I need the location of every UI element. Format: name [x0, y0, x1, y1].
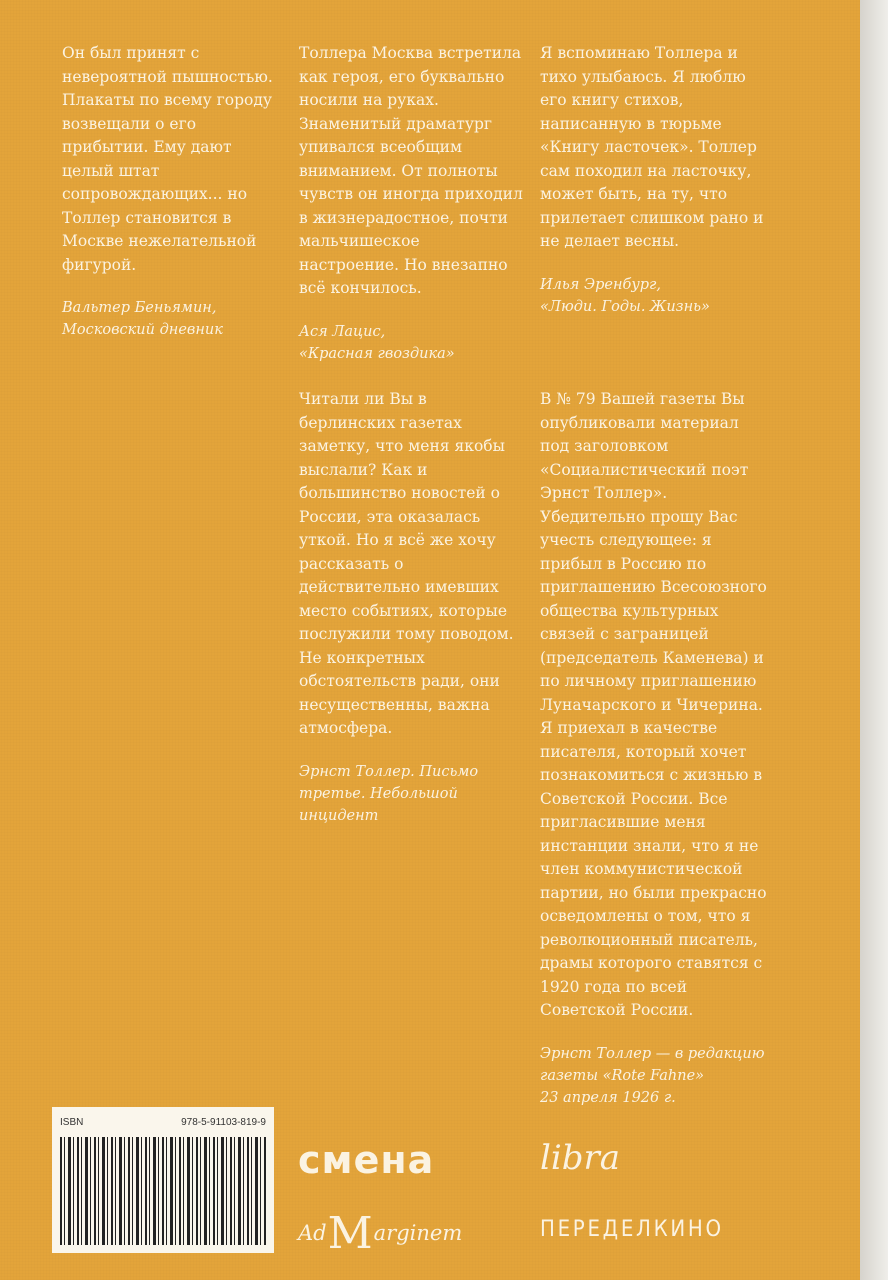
quote-text: В № 79 Вашей газеты Вы опубликовали материал под заголовком «Социалистический поэт Эрнст Толлер». Убедительно прошу Вас учесть следующее: я прибыл в Россию по приглашению Всесоюзного общества культурных связей с заграницей (председатель Каменева) и по личному приглашению Луначарского и Чичерина. Я приехал в качестве писателя, который хочет познакомиться с жизнью в Советской России. Все пригласившие меня инстанции знали, что я не член коммунистической партии, но были прекрасно осведомлены о том, что я революционный писатель, драмы которого ставятся с 1920 года по всей Советской России.: [540, 390, 767, 1019]
quote-toller-letter: [299, 388, 527, 827]
quote-text: Толлера Москва встретила как героя, его буквально носили на руках. Знаменитый драматург упивался всеобщим вниманием. От полноты чувств он иногда приходил в жизнерадостное, почти мальчишеское настроение. Но внезапно всё кончилось.: [299, 44, 523, 297]
quote-toller-rote-fahne: [540, 388, 770, 1109]
quote-attribution: Илья Эренбург, «Люди. Годы. Жизнь»: [540, 276, 710, 315]
quote-ehrenburg: [540, 42, 770, 318]
quote-lacis: [299, 42, 524, 365]
barcode: [60, 1137, 266, 1245]
ad-marginem-logo-m: M: [327, 1208, 373, 1259]
quote-text: Он был принят с невероятной пышностью. Плакаты по всему городу возвещали о его прибытии. Ему дают целый штат сопровождающих... но Толлер становится в Москве нежелательной фигурой.: [62, 44, 273, 274]
quote-benjamin: [62, 42, 277, 341]
libra-logo: libra: [540, 1138, 621, 1178]
isbn-barcode-box: [52, 1107, 274, 1253]
quote-text: Я вспоминаю Толлера и тихо улыбаюсь. Я люблю его книгу стихов, написанную в тюрьме «Книгу ласточек». Толлер сам походил на ласточку, может быть, на ту, что прилетает слишком рано и не делает весны.: [540, 44, 764, 250]
quote-attribution: Эрнст Толлер — в редакцию газеты «Rote Fahne» 23 апреля 1926 г.: [540, 1045, 765, 1106]
quote-attribution: Ася Лацис, «Красная гвоздика»: [299, 323, 455, 362]
page-edge: [860, 0, 888, 1280]
peredelkino-logo: ПЕРЕДЕЛКИНО: [540, 1217, 724, 1242]
quote-attribution: Вальтер Беньямин, Московский дневник: [62, 300, 223, 338]
isbn-number: 978-5-91103-819-9: [181, 1117, 266, 1128]
ad-marginem-logo-rest: arginem: [373, 1221, 463, 1245]
quote-text: Читали ли Вы в берлинских газетах заметку, что меня якобы выслали? Как и большинство новостей о России, эта оказалась уткой. Но я всё же хочу рассказать о действительно имевших место событиях, которые послужили тому поводом. Не конкретных обстоятельств ради, они несущественны, важна атмосфера.: [299, 390, 514, 737]
smena-logo: смена: [298, 1138, 435, 1182]
isbn-label: ISBN: [60, 1117, 84, 1128]
quote-attribution: Эрнст Толлер. Письмо третье. Небольшой инцидент: [299, 763, 479, 824]
ad-marginem-logo-ad: Ad: [298, 1221, 327, 1245]
ad-marginem-logo: [298, 1208, 462, 1259]
